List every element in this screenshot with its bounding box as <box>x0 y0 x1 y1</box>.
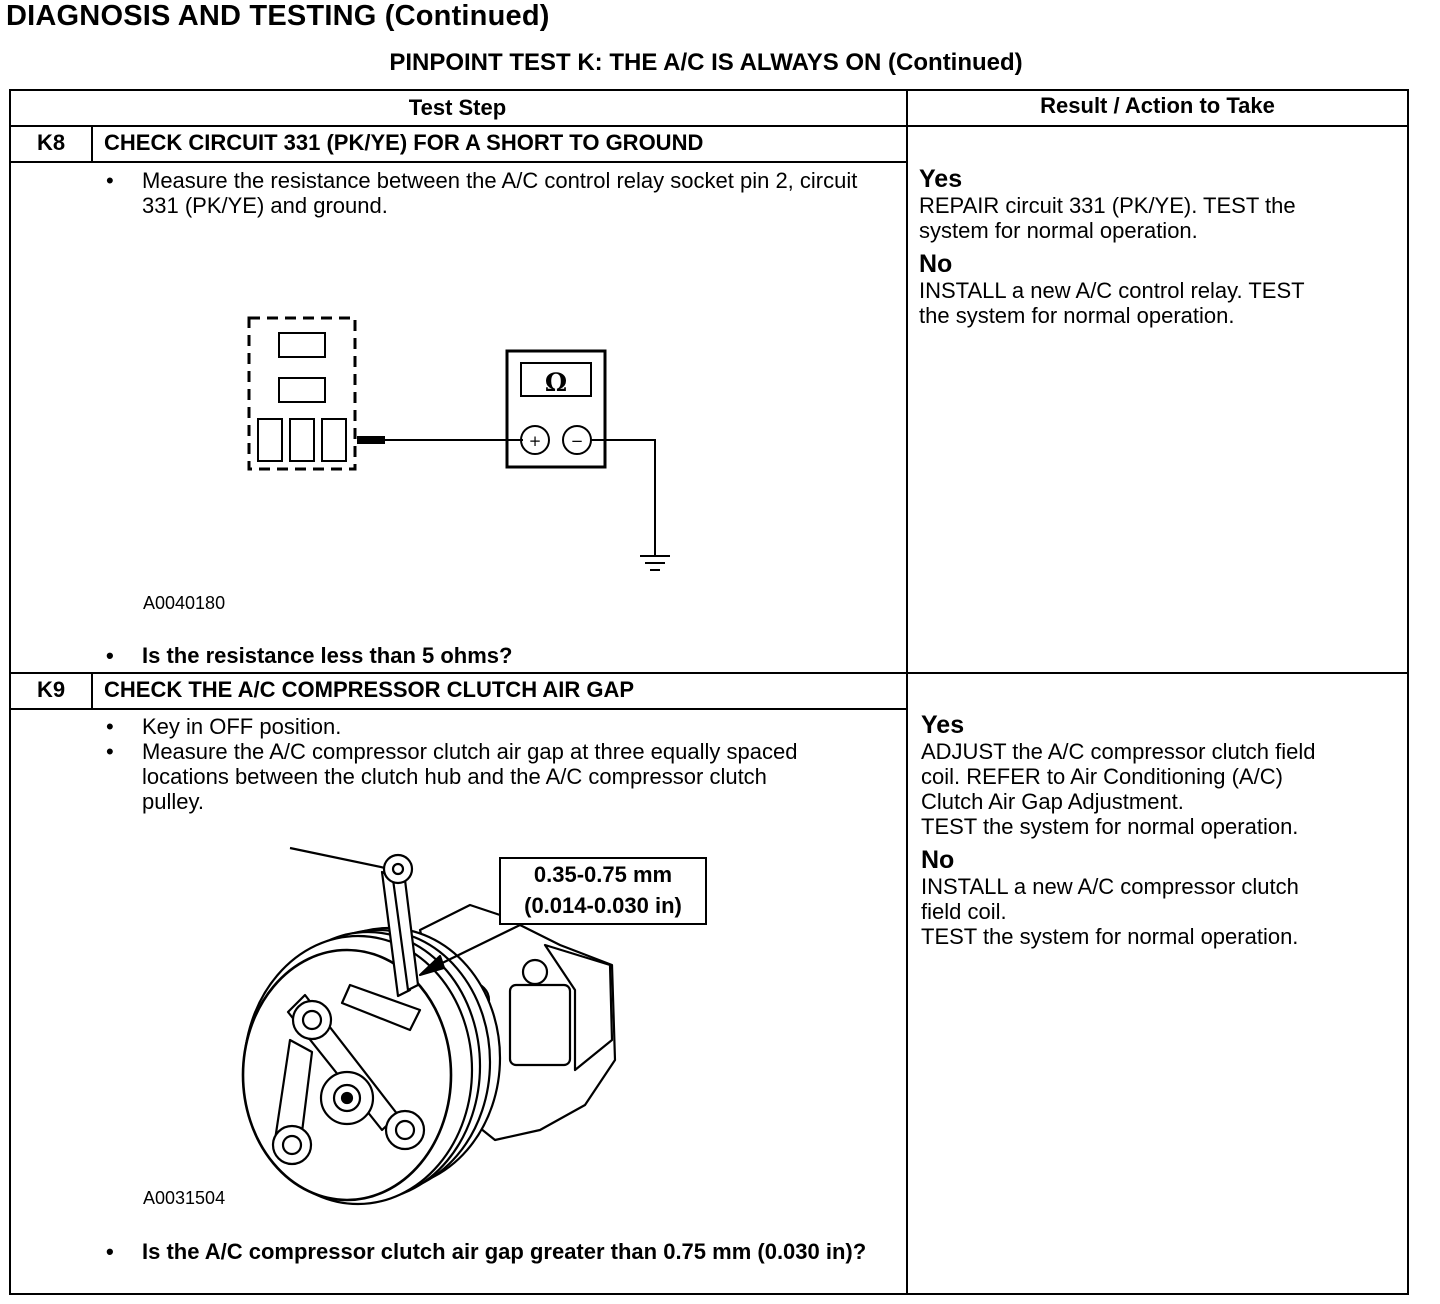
hub-rivet <box>293 1001 331 1039</box>
ohm-symbol: Ω <box>544 368 568 397</box>
k9-figure-id: A0031504 <box>143 1188 226 1208</box>
air-gap-spec-metric: 0.35-0.75 mm <box>533 862 673 887</box>
plus-symbol: + <box>528 432 542 450</box>
k9-instruction: • Key in OFF position. <box>106 714 806 739</box>
step-title-k8: CHECK CIRCUIT 331 (PK/YE) FOR A SHORT TO GROUND <box>104 130 704 155</box>
step-id-k9: K9 <box>36 677 66 702</box>
result-text: INSTALL a new A/C compressor clutch <box>921 874 1299 899</box>
result-text: REPAIR circuit 331 (PK/YE). TEST the <box>919 193 1296 218</box>
column-header-test-step: Test Step <box>408 95 507 120</box>
mount-hole <box>523 960 547 984</box>
column-header-result: Result / Action to Take <box>1040 93 1275 118</box>
k8-instruction: • Measure the resistance between the A/C control relay socket pin 2, circuit 331 (PK/YE) and ground. <box>106 168 886 218</box>
air-gap-spec-imperial: (0.014-0.030 in) <box>524 893 682 918</box>
air-gap-spec-callout <box>499 857 707 925</box>
step-title-k9: CHECK THE A/C COMPRESSOR CLUTCH AIR GAP <box>104 677 635 702</box>
mounting-boss <box>510 985 570 1065</box>
result-text: INSTALL a new A/C control relay. TEST <box>919 278 1305 303</box>
k9-result-no <box>921 847 1401 949</box>
k9-result-yes <box>921 712 1401 839</box>
result-text: field coil. <box>921 899 1007 924</box>
pinpoint-test-title: PINPOINT TEST K: THE A/C IS ALWAYS ON (Continued) <box>389 49 1023 76</box>
result-text: system for normal operation. <box>919 218 1198 243</box>
result-text: the system for normal operation. <box>919 303 1235 328</box>
feeler-gauge-arm <box>290 848 395 870</box>
result-label: Yes <box>921 711 965 739</box>
result-text: Clutch Air Gap Adjustment. <box>921 789 1184 814</box>
hub-rivet <box>386 1111 424 1149</box>
k9-results <box>921 712 1401 957</box>
result-label: No <box>919 250 953 278</box>
k9-instruction: • Measure the A/C compressor clutch air gap at three equally spaced locations between the clutch hub and the A/C compressor clutch pulley. <box>106 739 806 814</box>
result-label: Yes <box>919 165 963 193</box>
result-label: No <box>921 846 955 874</box>
result-text: ADJUST the A/C compressor clutch field <box>921 739 1316 764</box>
feeler-gauge-pivot <box>384 855 412 883</box>
result-text: TEST the system for normal operation. <box>921 814 1299 839</box>
step-id-k8: K8 <box>36 130 66 155</box>
minus-symbol: − <box>570 432 584 450</box>
k9-question: • Is the A/C compressor clutch air gap greater than 0.75 mm (0.030 in)? <box>106 1239 902 1264</box>
page-heading: DIAGNOSIS AND TESTING (Continued) <box>6 0 550 32</box>
result-text: coil. REFER to Air Conditioning (A/C) <box>921 764 1283 789</box>
k8-question: • Is the resistance less than 5 ohms? <box>106 643 512 668</box>
result-text: TEST the system for normal operation. <box>921 924 1299 949</box>
hub-rivet <box>273 1126 311 1164</box>
center-nut <box>342 1093 352 1103</box>
k8-figure-id: A0040180 <box>143 593 226 613</box>
